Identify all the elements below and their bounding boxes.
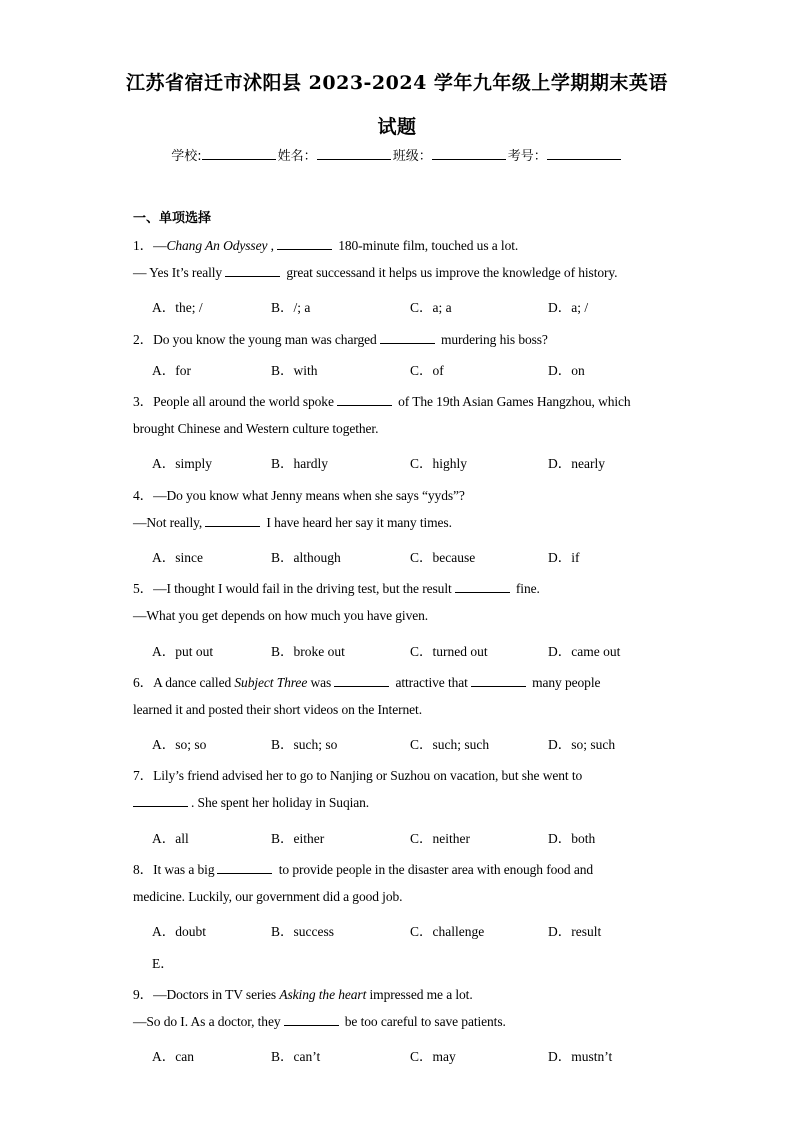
- question-text: —What you get depends on how much you have given.: [133, 608, 429, 623]
- question-6-line-1: [133, 671, 600, 691]
- number-label: 考号：: [507, 149, 547, 164]
- question-text: Do you know the young man was charged: [153, 332, 377, 347]
- question-number: 7．: [133, 768, 154, 783]
- question-text-italic: Chang An Odyssey: [166, 238, 268, 253]
- question-text: impressed me a lot.: [366, 987, 473, 1002]
- question-text: People all around the world spoke: [153, 394, 334, 409]
- answer-blank: [380, 332, 435, 344]
- name-field[interactable]: [317, 147, 391, 160]
- question-text-italic: Asking the heart: [279, 987, 367, 1002]
- question-7-line-1: [133, 764, 582, 784]
- question-text: I have heard her say it many times.: [263, 515, 452, 530]
- option-c[interactable]: C．challenge: [410, 924, 485, 939]
- question-text: — Yes It’s really: [133, 265, 223, 280]
- question-text: fine.: [512, 581, 540, 596]
- question-text: great successand it helps us improve the knowledge of history.: [283, 265, 618, 280]
- option-d[interactable]: D．on: [548, 363, 585, 378]
- question-text: murdering his boss?: [437, 332, 548, 347]
- option-a[interactable]: A．so; so: [152, 737, 207, 752]
- answer-blank: [334, 675, 389, 687]
- question-7-line-2: [133, 795, 369, 811]
- answer-blank: [337, 394, 392, 406]
- question-text: of The 19th Asian Games Hangzhou, which: [394, 394, 631, 409]
- question-text: . She spent her holiday in Suqian.: [191, 795, 370, 810]
- question-9-line-2: [133, 1014, 506, 1030]
- option-a[interactable]: A．doubt: [152, 924, 206, 939]
- option-a[interactable]: A．all: [152, 831, 189, 846]
- question-number: 6．: [133, 675, 154, 690]
- option-a[interactable]: A．put out: [152, 644, 214, 659]
- question-3-line-2: [133, 421, 378, 437]
- option-c[interactable]: C．because: [410, 550, 476, 565]
- option-b[interactable]: B．with: [271, 363, 318, 378]
- question-text: medicine. Luckily, our government did a good job.: [133, 889, 403, 904]
- school-label: 学校:: [171, 149, 202, 164]
- option-c[interactable]: C．neither: [410, 831, 470, 846]
- option-b[interactable]: B．broke out: [271, 644, 345, 659]
- question-number: 4．: [133, 488, 154, 503]
- question-2-line-1: [133, 328, 548, 348]
- option-c[interactable]: C．highly: [410, 456, 468, 471]
- answer-blank: [471, 675, 526, 687]
- question-text: —Not really,: [133, 515, 203, 530]
- question-5-line-1: [133, 577, 540, 597]
- option-c[interactable]: C．a; a: [410, 300, 452, 315]
- option-d[interactable]: D．result: [548, 924, 602, 939]
- option-b[interactable]: B．either: [271, 831, 325, 846]
- question-6-line-2: [133, 702, 422, 718]
- question-text: attractive that: [392, 675, 468, 690]
- option-a[interactable]: A．for: [152, 363, 191, 378]
- answer-blank: [133, 795, 188, 807]
- question-text: —Do you know what Jenny means when she says “yyds”?: [153, 488, 465, 503]
- question-text: —I thought I would fail in the driving test, but the result: [153, 581, 452, 596]
- question-4-line-1: [133, 484, 465, 504]
- question-8-line-1: [133, 858, 593, 878]
- option-b[interactable]: B．success: [271, 924, 334, 939]
- question-text: —: [153, 238, 167, 253]
- question-text: —Doctors in TV series: [153, 987, 280, 1002]
- option-b[interactable]: B．such; so: [271, 737, 338, 752]
- answer-blank: [217, 862, 272, 874]
- question-text: be too careful to save patients.: [341, 1014, 506, 1029]
- title-line-2: 试题: [377, 116, 417, 138]
- question-text: to provide people in the disaster area with enough food and: [275, 862, 594, 877]
- answer-blank: [205, 515, 260, 527]
- option-e[interactable]: E．: [152, 956, 174, 971]
- question-5-line-2: [133, 608, 428, 624]
- option-b[interactable]: B．although: [271, 550, 341, 565]
- question-text: —So do I. As a doctor, they: [133, 1014, 281, 1029]
- question-text: ,: [267, 238, 274, 253]
- answer-blank: [455, 581, 510, 593]
- question-text: A dance called: [153, 675, 235, 690]
- option-b[interactable]: B．can’t: [271, 1049, 321, 1064]
- question-text: many people: [528, 675, 601, 690]
- option-d[interactable]: D．if: [548, 550, 580, 565]
- option-a[interactable]: A．since: [152, 550, 203, 565]
- option-a[interactable]: A．can: [152, 1049, 194, 1064]
- question-text: brought Chinese and Western culture together.: [133, 421, 379, 436]
- answer-blank: [277, 238, 332, 250]
- option-d[interactable]: D．both: [548, 831, 596, 846]
- question-3-line-1: [133, 390, 631, 410]
- option-a[interactable]: A．the; /: [152, 300, 203, 315]
- question-8-line-2: [133, 889, 402, 905]
- question-number: 1．: [133, 238, 154, 253]
- question-4-line-2: [133, 515, 452, 531]
- title-line-1: 江苏省宿迁市沭阳县 2023-2024 学年九年级上学期期末英语: [126, 72, 668, 94]
- question-number: 5．: [133, 581, 154, 596]
- option-d[interactable]: D．so; such: [548, 737, 616, 752]
- option-d[interactable]: D．a; /: [548, 300, 589, 315]
- option-d[interactable]: D．mustn’t: [548, 1049, 613, 1064]
- school-field[interactable]: [202, 147, 276, 160]
- question-number: 3．: [133, 394, 154, 409]
- answer-blank: [225, 265, 280, 277]
- answer-blank: [284, 1014, 339, 1026]
- question-9-line-1: [133, 983, 473, 1003]
- class-field[interactable]: [432, 147, 506, 160]
- question-text: It was a big: [153, 862, 215, 877]
- option-d[interactable]: D．nearly: [548, 456, 605, 471]
- option-d[interactable]: D．came out: [548, 644, 621, 659]
- question-number: 8．: [133, 862, 154, 877]
- name-label: 姓名：: [277, 149, 317, 164]
- question-text-italic: Subject Three: [234, 675, 308, 690]
- option-c[interactable]: C．such; such: [410, 737, 490, 752]
- option-b[interactable]: B．/; a: [271, 300, 311, 315]
- question-number: 2．: [133, 332, 154, 347]
- class-label: 班级：: [392, 149, 432, 164]
- option-a[interactable]: A．simply: [152, 456, 213, 471]
- option-c[interactable]: C．of: [410, 363, 444, 378]
- option-c[interactable]: C．turned out: [410, 644, 488, 659]
- section-heading: 一、单项选择: [133, 211, 212, 226]
- option-c[interactable]: C．may: [410, 1049, 456, 1064]
- option-b[interactable]: B．hardly: [271, 456, 328, 471]
- question-text: Lily’s friend advised her to go to Nanjing or Suzhou on vacation, but she went to: [153, 768, 583, 783]
- question-text: was: [307, 675, 332, 690]
- question-1-line-2: [133, 265, 617, 281]
- question-text: learned it and posted their short videos on the Internet.: [133, 702, 422, 717]
- number-field[interactable]: [547, 147, 621, 160]
- question-1-line-1: [133, 234, 518, 254]
- question-text: 180-minute film, touched us a lot.: [334, 238, 519, 253]
- student-info-row: [0, 145, 794, 164]
- question-number: 9．: [133, 987, 154, 1002]
